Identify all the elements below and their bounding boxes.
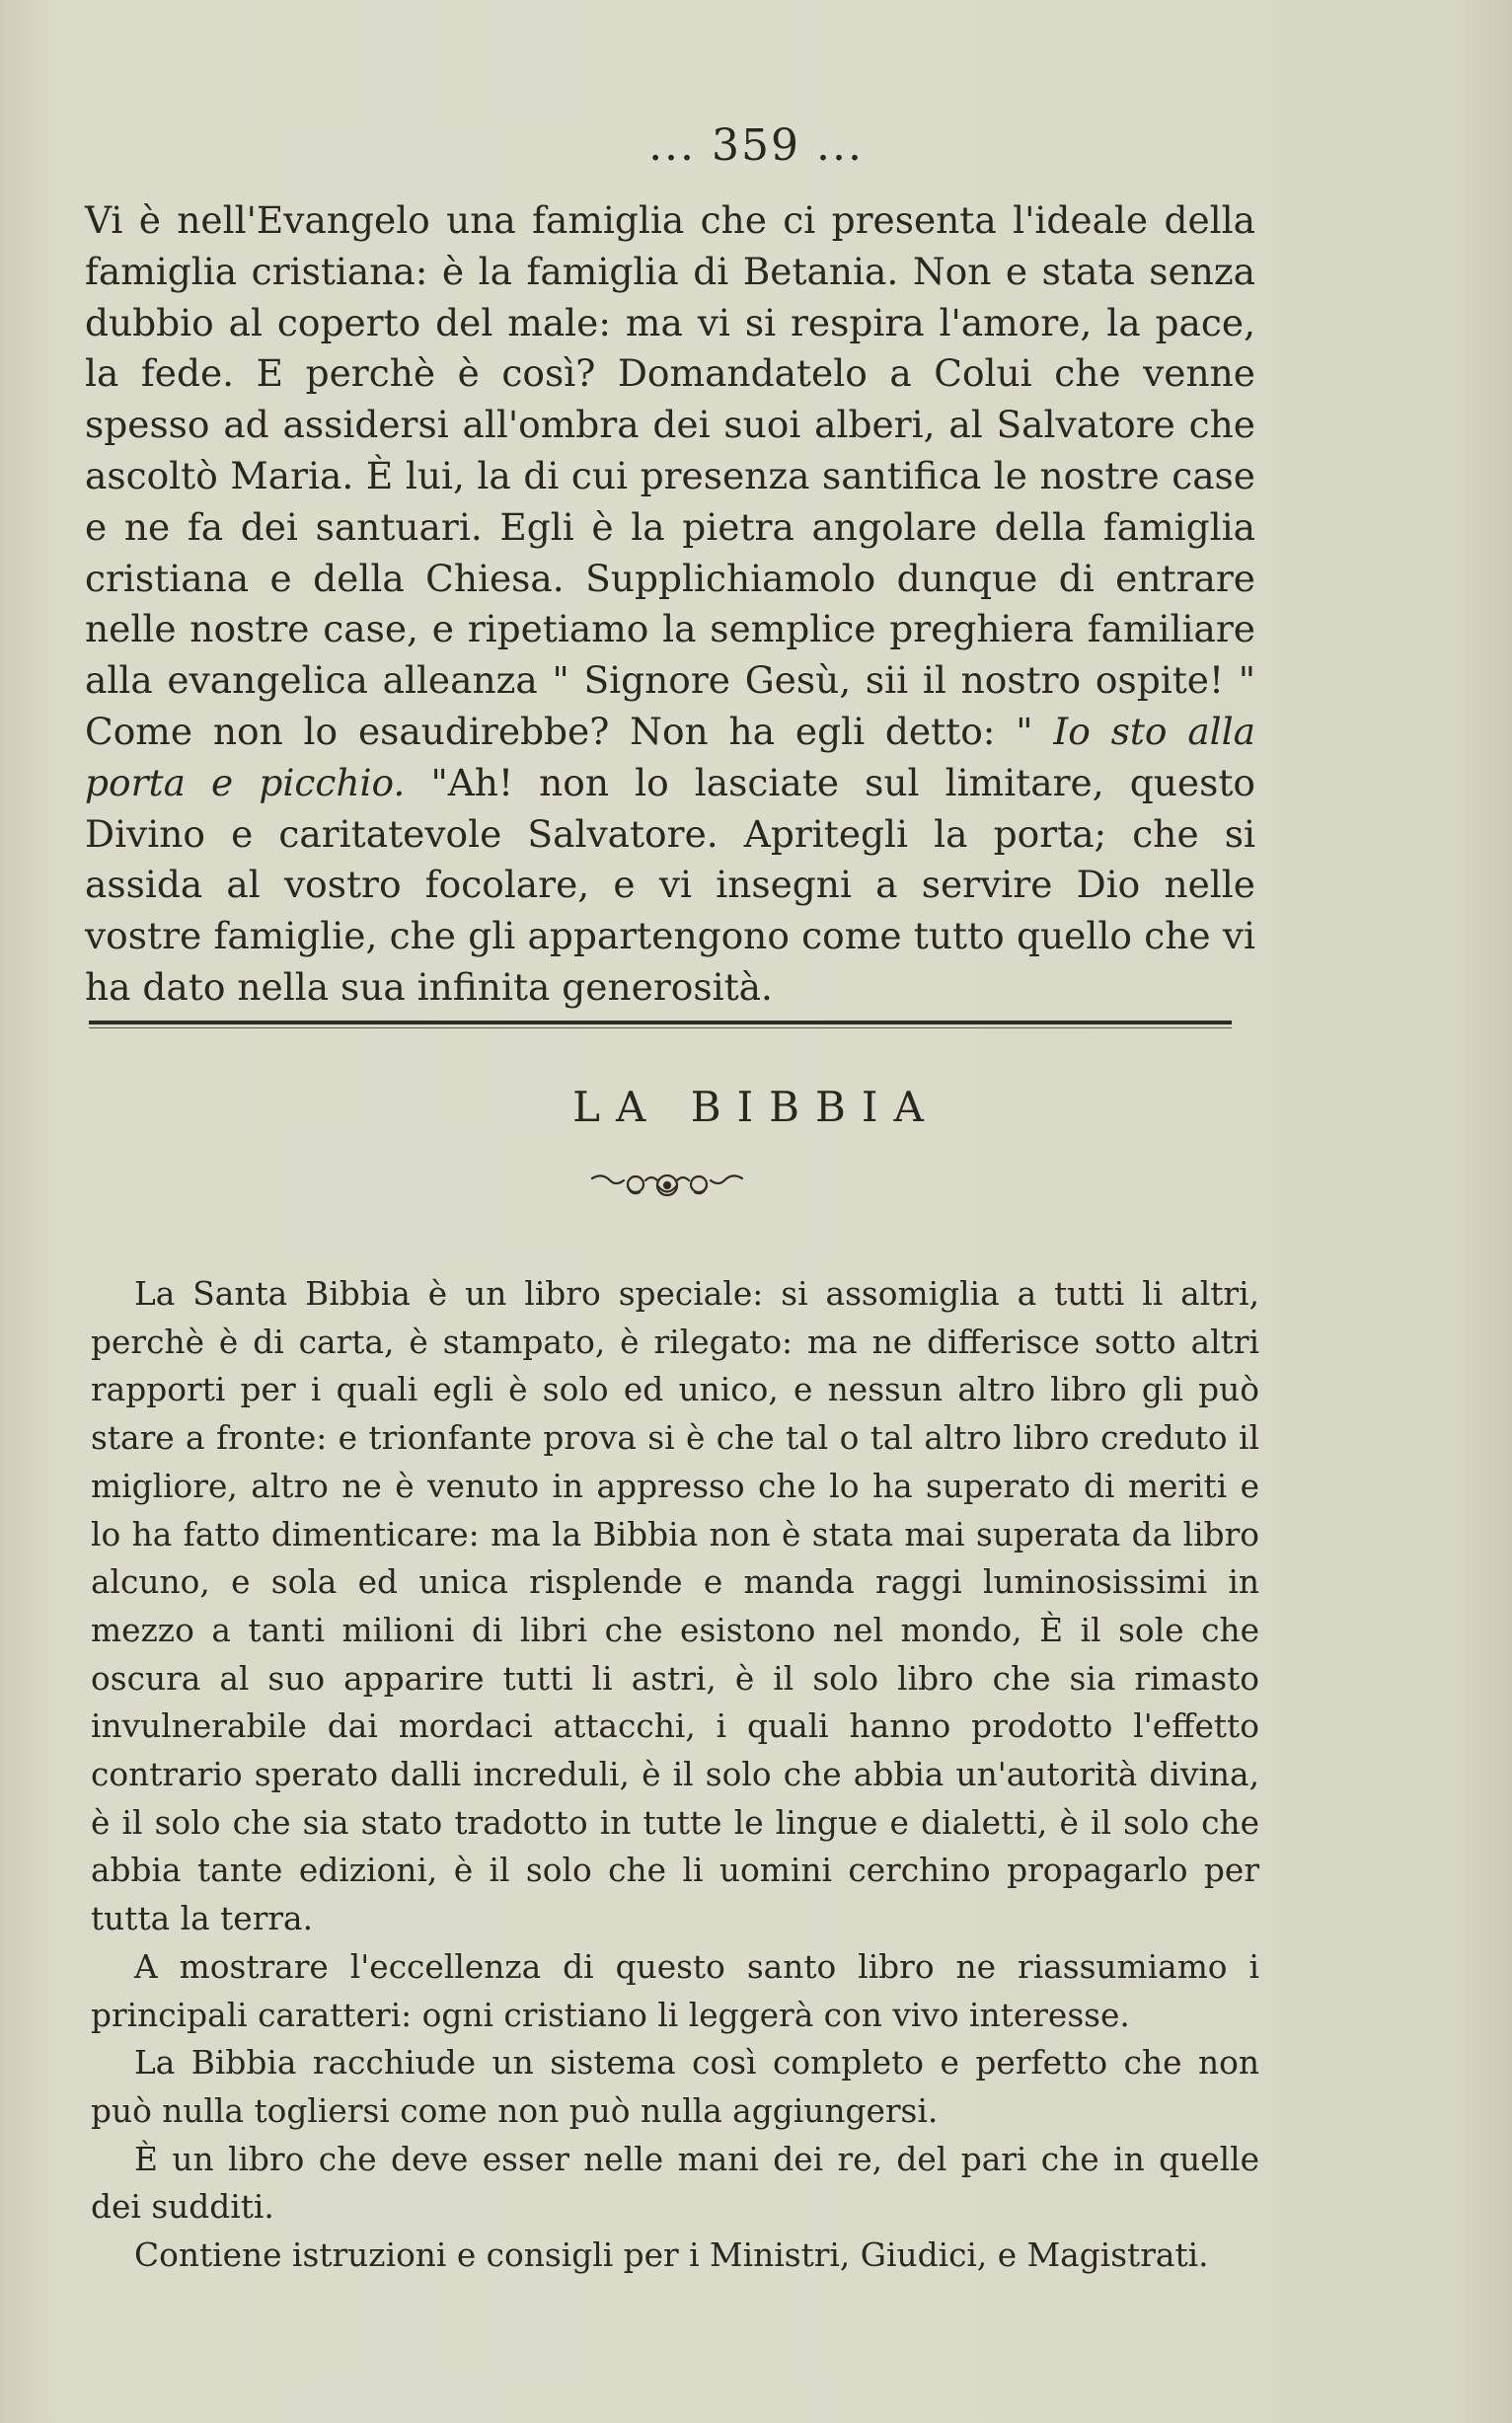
paragraph: A mostrare l'eccellenza di questo santo libro ne riassumiamo i principali caratteri: ogni cristiano li leggerà con vivo interesse.: [91, 1947, 1259, 2034]
bible-section-text: [91, 1270, 1259, 2280]
section-divider: [89, 1021, 1232, 1028]
paragraph: La Santa Bibbia è un libro speciale: si assomiglia a tutti li altri, perchè è di carta, è stampato, è rilegato: ma ne differisce sotto altri rapporti per i quali egli è solo ed unico, e nessun altro libro gli può stare a fronte: e trionfante prova si è che tal o tal altro libro creduto il migliore, altro ne è venuto in appresso che lo ha superato di meriti e lo ha fatto dimenticare: ma la Bibbia non è stata mai superata da libro alcuno, e sola ed unica risplende e manda raggi luminosissimi in mezzo a tanti milioni di libri che esistono nel mondo, È il sole che oscura al suo apparire tutti li astri, è il solo libro che sia rimasto invulnerabile dai mordaci attacchi, i quali hanno prodotto l'effetto contrario sperato dalli increduli, è il solo che abbia un'autorità divina, è il solo che sia stato tradotto in tutte le lingue e dialetti, è il solo che abbia tante edizioni, è il solo che li uomini cerchino propagarlo per tutta la terra.: [91, 1275, 1259, 1938]
paragraph: La Bibbia racchiude un sistema così completo e perfetto che non può nulla togliersi come non può nulla aggiungersi.: [91, 2044, 1259, 2130]
paragraph: È un libro che deve esser nelle mani dei re, del pari che in quelle dei sudditi.: [91, 2140, 1259, 2227]
floral-ornament-icon: [588, 1169, 746, 1202]
paragraph-text-end: "Ah! non lo lasciate sul limitare, questo Divino e caritatevole Salvatore. Apritegli la porta; che si assida al vostro focolare, e vi insegni a servire Dio nelle vostre famiglie, che gli appartengono come tutto quello che vi ha dato nella sua infinita generosità.: [85, 760, 1255, 1009]
intro-paragraph: [85, 195, 1255, 1014]
section-title: LA BIBBIA: [572, 1083, 940, 1131]
paragraph-text: Vi è nell'Evangelo una famiglia che ci presenta l'ideale della famiglia cristiana: è la famiglia di Betania. Non e stata senza dubbio al coperto del male: ma vi si respira l'amore, la pace, la fede. E perchè è così? Domandatelo a Colui che venne spesso ad assidersi all'ombra dei suoi alberi, al Salvatore che ascoltò Maria. È lui, la di cui presenza santifica le nostre case e ne fa dei santuari. Egli è la pietra angolare della famiglia cristiana e della Chiesa. Supplichiamolo dunque di entrare nelle nostre case, e ripetiamo la semplice preghiera familiare alla evangelica alleanza " Signore Gesù, sii il nostro ospite! " Come non lo esaudirebbe? Non ha egli detto: ": [85, 198, 1255, 753]
quote-italic: Io sto alla porta e picchio.: [85, 709, 1256, 804]
page-number: ... 359 ...: [648, 120, 864, 171]
paragraph: Contiene istruzioni e consigli per i Ministri, Giudici, e Magistrati.: [134, 2236, 1209, 2275]
